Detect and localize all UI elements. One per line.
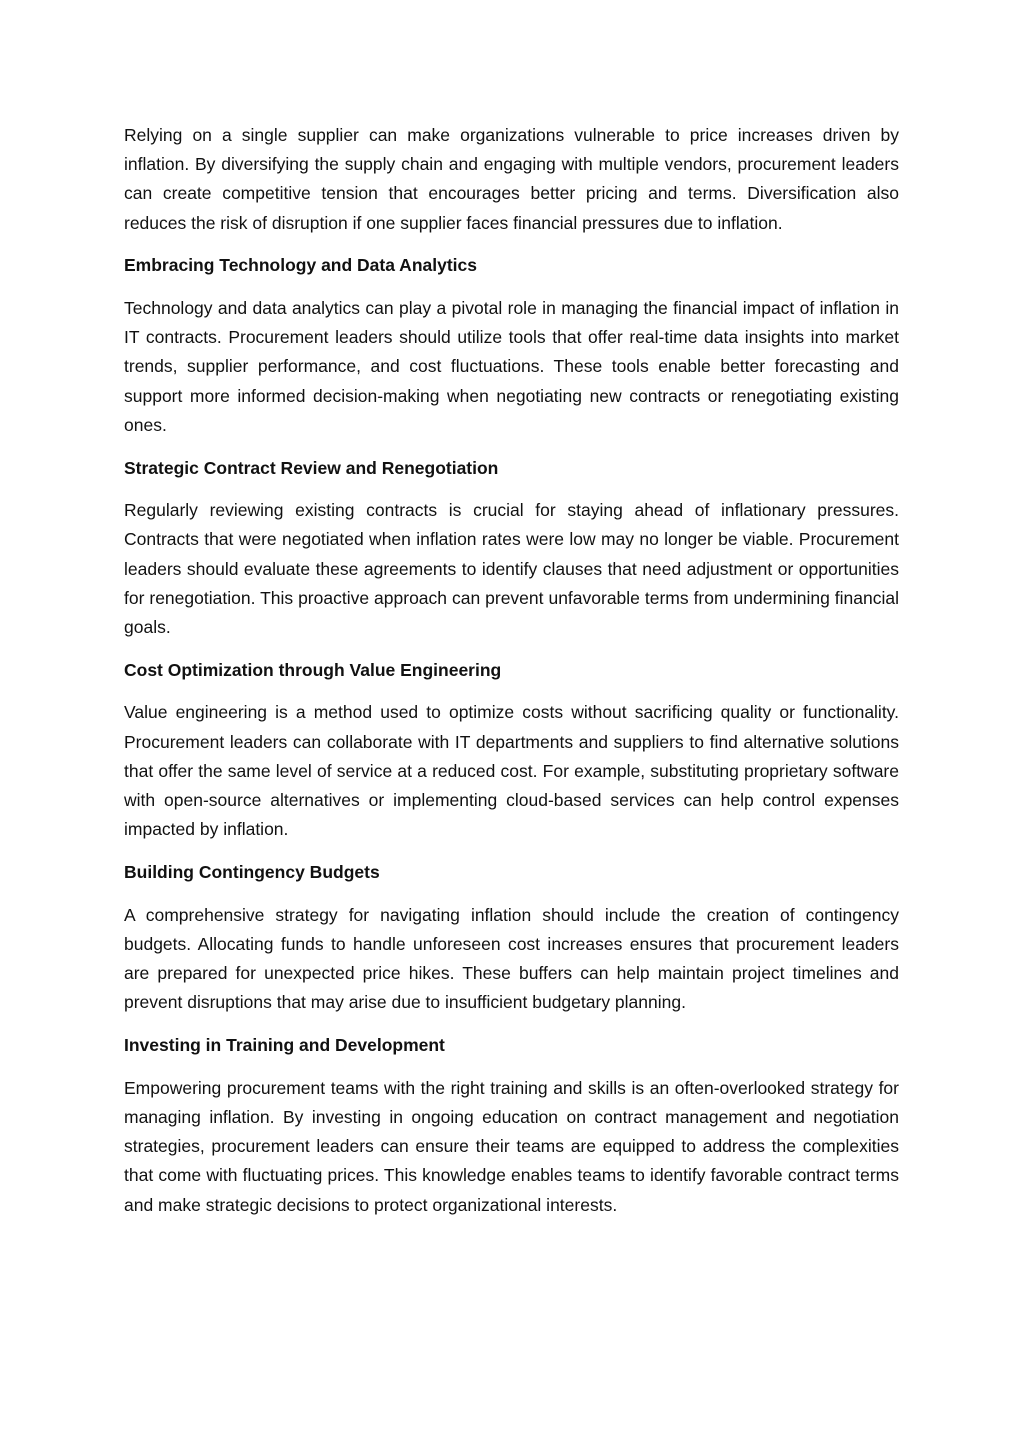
section-heading-contract-review: Strategic Contract Review and Renegotiation bbox=[124, 457, 499, 478]
section-heading-contingency-budgets: Building Contingency Budgets bbox=[124, 861, 380, 882]
section-paragraph-technology-analytics: Technology and data analytics can play a pivotal role in managing the financial impact of inflation in IT contracts. Procurement leaders should utilize tools that offer real-time data insights into market trends, supplier performance, and cost fluctuations. These tools enable better forecasting and support more informed decision-making when negotiating new contracts or renegotiating existing ones. bbox=[124, 298, 899, 435]
section-paragraph-value-engineering: Value engineering is a method used to optimize costs without sacrificing quality or functionality. Procurement leaders can collaborate with IT departments and suppliers to find alternative solutions that offer the same level of service at a reduced cost. For example, substituting proprietary software with open-source alternatives or implementing cloud-based services can help control expenses impacted by inflation. bbox=[124, 702, 899, 840]
section-paragraph-contingency-budgets: A comprehensive strategy for navigating inflation should include the creation of contingency budgets. Allocating funds to handle unforeseen cost increases ensures that procurement leaders are prepared for unexpected price hikes. These buffers can help maintain project timelines and prevent disruptions that may arise due to insufficient budgetary planning. bbox=[124, 904, 899, 1013]
section-heading-value-engineering: Cost Optimization through Value Engineering bbox=[124, 659, 502, 680]
section-paragraph-training-development: Empowering procurement teams with the right training and skills is an often-overlooked strategy for managing inflation. By investing in ongoing education on contract management and negotiation strategies, procurement leaders can ensure their teams are equipped to address the complexities that come with fluctuating prices. This knowledge enables teams to identify favorable contract terms and make strategic decisions to protect organizational interests. bbox=[124, 1077, 899, 1215]
intro-paragraph: Relying on a single supplier can make organizations vulnerable to price increases driven by inflation. By diversifying the supply chain and engaging with multiple vendors, procurement leaders can create competitive tension that encourages better pricing and terms. Diversification also reduces the risk of disruption if one supplier faces financial pressures due to inflation. bbox=[124, 125, 899, 233]
section-heading-training-development: Investing in Training and Development bbox=[124, 1034, 445, 1055]
document-body bbox=[124, 121, 899, 1233]
section-heading-technology-analytics: Embracing Technology and Data Analytics bbox=[124, 255, 477, 276]
section-paragraph-contract-review: Regularly reviewing existing contracts is crucial for staying ahead of inflationary pressures. Contracts that were negotiated when inflation rates were low may no longer be viable. Procurement leaders should evaluate these agreements to identify clauses that need adjustment or opportunities for renegotiation. This proactive approach can prevent unfavorable terms from undermining financial goals. bbox=[124, 500, 899, 638]
